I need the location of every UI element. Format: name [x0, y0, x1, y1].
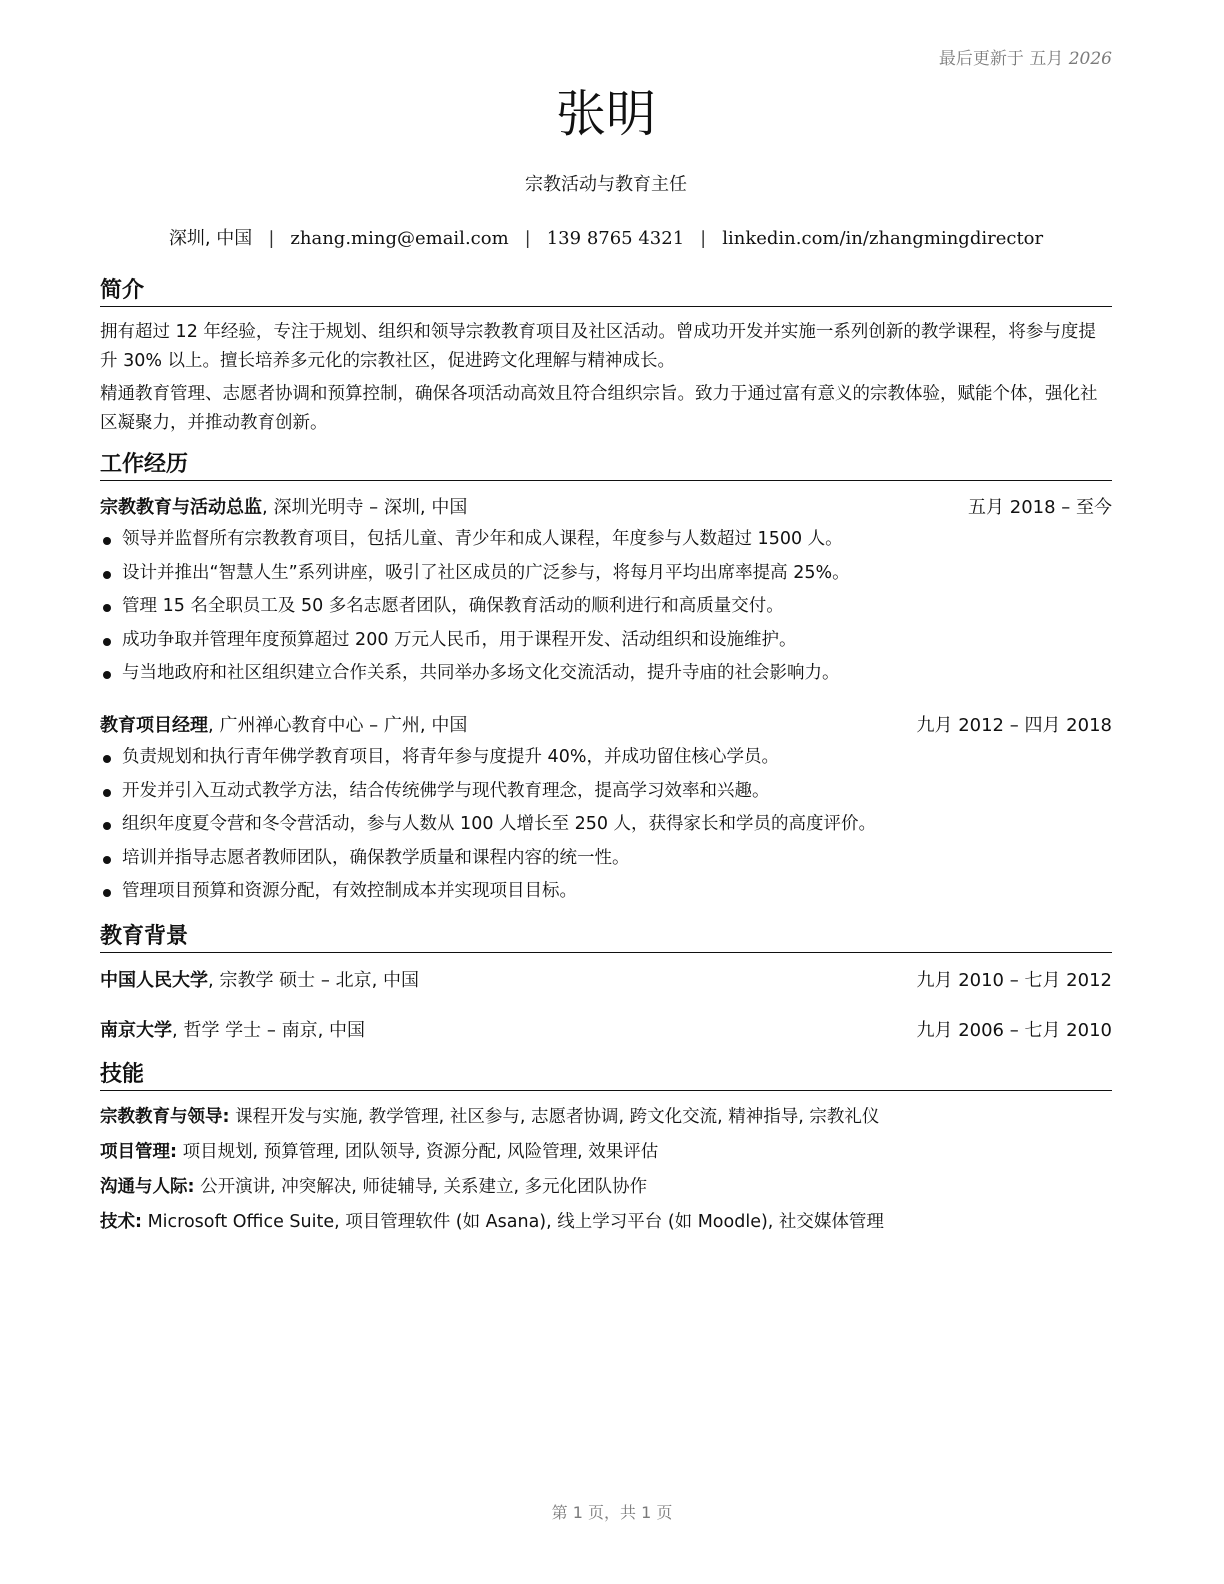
job-bullets	[100, 741, 1112, 909]
education-line	[100, 968, 419, 994]
education-dates: 九月 2006 – 七月 2010	[916, 1020, 1112, 1041]
section-title-experience: 工作经历	[100, 452, 1112, 481]
job-org: , 广州禅心教育中心 – 广州, 中国	[208, 715, 468, 736]
education-detail: , 哲学 学士 – 南京, 中国	[172, 1020, 366, 1041]
job-role-line	[100, 713, 467, 739]
job-role: 宗教教育与活动总监	[100, 497, 262, 518]
candidate-title: 宗教活动与教育主任	[525, 174, 687, 195]
skill-group-items: 公开演讲, 冲突解决, 师徒辅导, 关系建立, 多元化团队协作	[194, 1177, 648, 1197]
skill-group-label: 技术:	[100, 1212, 142, 1232]
skill-group	[100, 1205, 1112, 1240]
list-item: 管理 15 名全职员工及 50 多名志愿者团队，确保教育活动的顺利进行和高质量交付。	[100, 590, 1112, 624]
contact-separator: |	[524, 228, 531, 249]
job-role: 教育项目经理	[100, 715, 208, 736]
section-title-skills: 技能	[100, 1062, 1112, 1091]
education-item	[100, 1018, 1112, 1044]
last-updated-year: 2026	[1068, 49, 1112, 69]
page-footer: 第 1 页，共 1 页	[551, 1503, 673, 1522]
summary-paragraph: 精通教育管理、志愿者协调和预算控制，确保各项活动高效且符合组织宗旨。致力于通过富有意义的宗教体验，赋能个体，强化社区凝聚力，并推动教育创新。	[100, 384, 1098, 433]
resume-page	[100, 0, 1112, 1584]
list-item: 组织年度夏令营和冬令营活动，参与人数从 100 人增长至 250 人，获得家长和学员的高度评价。	[100, 808, 1112, 842]
education-dates: 九月 2010 – 七月 2012	[916, 970, 1112, 991]
contact-location: 深圳, 中国	[168, 228, 253, 249]
education-item	[100, 968, 1112, 994]
skill-group-label: 项目管理:	[100, 1142, 177, 1162]
job-header	[100, 713, 1112, 739]
last-updated	[939, 44, 1112, 69]
skill-group-label: 沟通与人际:	[100, 1177, 195, 1197]
skill-group-items: 课程开发与实施, 教学管理, 社区参与, 志愿者协调, 跨文化交流, 精神指导, 宗教礼仪	[229, 1107, 880, 1127]
candidate-name: 张明	[556, 85, 656, 143]
job-org: , 深圳光明寺 – 深圳, 中国	[262, 497, 468, 518]
job-dates: 五月 2018 – 至今	[968, 497, 1112, 518]
education-school: 中国人民大学	[100, 970, 208, 991]
list-item: 培训并指导志愿者教师团队，确保教学质量和课程内容的统一性。	[100, 842, 1112, 876]
education-school: 南京大学	[100, 1020, 172, 1041]
skills-list	[100, 1100, 1112, 1240]
list-item: 开发并引入互动式教学方法，结合传统佛学与现代教育理念，提高学习效率和兴趣。	[100, 775, 1112, 809]
skill-group	[100, 1135, 1112, 1170]
skill-group-items: Microsoft Office Suite, 项目管理软件 (如 Asana), 线上学习平台 (如 Moodle), 社交媒体管理	[142, 1212, 884, 1232]
skill-group	[100, 1170, 1112, 1205]
last-updated-prefix: 最后更新于 五月	[938, 49, 1064, 69]
list-item: 设计并推出“智慧人生”系列讲座，吸引了社区成员的广泛参与，将每月平均出席率提高 25%。	[100, 557, 1112, 591]
contact-phone: 139 8765 4321	[546, 228, 685, 249]
education-detail: , 宗教学 硕士 – 北京, 中国	[208, 970, 420, 991]
job-role-line	[100, 495, 467, 521]
summary-paragraph: 拥有超过 12 年经验，专注于规划、组织和领导宗教教育项目及社区活动。曾成功开发并实施一系列创新的教学课程，将参与度提升 30% 以上。擅长培养多元化的宗教社区，促进跨文化理解与精神成长。	[100, 322, 1096, 371]
section-title-summary: 简介	[100, 278, 1112, 307]
contact-separator: |	[268, 228, 275, 249]
job-header	[100, 495, 1112, 521]
section-title-education: 教育背景	[100, 924, 1112, 953]
skill-group-items: 项目规划, 预算管理, 团队领导, 资源分配, 风险管理, 效果评估	[177, 1142, 659, 1162]
job-bullets	[100, 523, 1112, 691]
list-item: 负责规划和执行青年佛学教育项目，将青年参与度提升 40%，并成功留住核心学员。	[100, 741, 1112, 775]
education-line	[100, 1018, 365, 1044]
contact-linkedin[interactable]: linkedin.com/in/zhangmingdirector	[722, 228, 1044, 249]
contact-line	[100, 224, 1112, 250]
list-item: 成功争取并管理年度预算超过 200 万元人民币，用于课程开发、活动组织和设施维护。	[100, 624, 1112, 658]
list-item: 与当地政府和社区组织建立合作关系，共同举办多场文化交流活动，提升寺庙的社会影响力。	[100, 657, 1112, 691]
list-item: 领导并监督所有宗教教育项目，包括儿童、青少年和成人课程，年度参与人数超过 1500 人。	[100, 523, 1112, 557]
contact-separator: |	[700, 228, 707, 249]
list-item: 管理项目预算和资源分配，有效控制成本并实现项目目标。	[100, 875, 1112, 909]
job-dates: 九月 2012 – 四月 2018	[916, 715, 1112, 736]
skill-group-label: 宗教教育与领导:	[100, 1107, 230, 1127]
skill-group	[100, 1100, 1112, 1135]
contact-email[interactable]: zhang.ming@email.com	[290, 228, 509, 249]
